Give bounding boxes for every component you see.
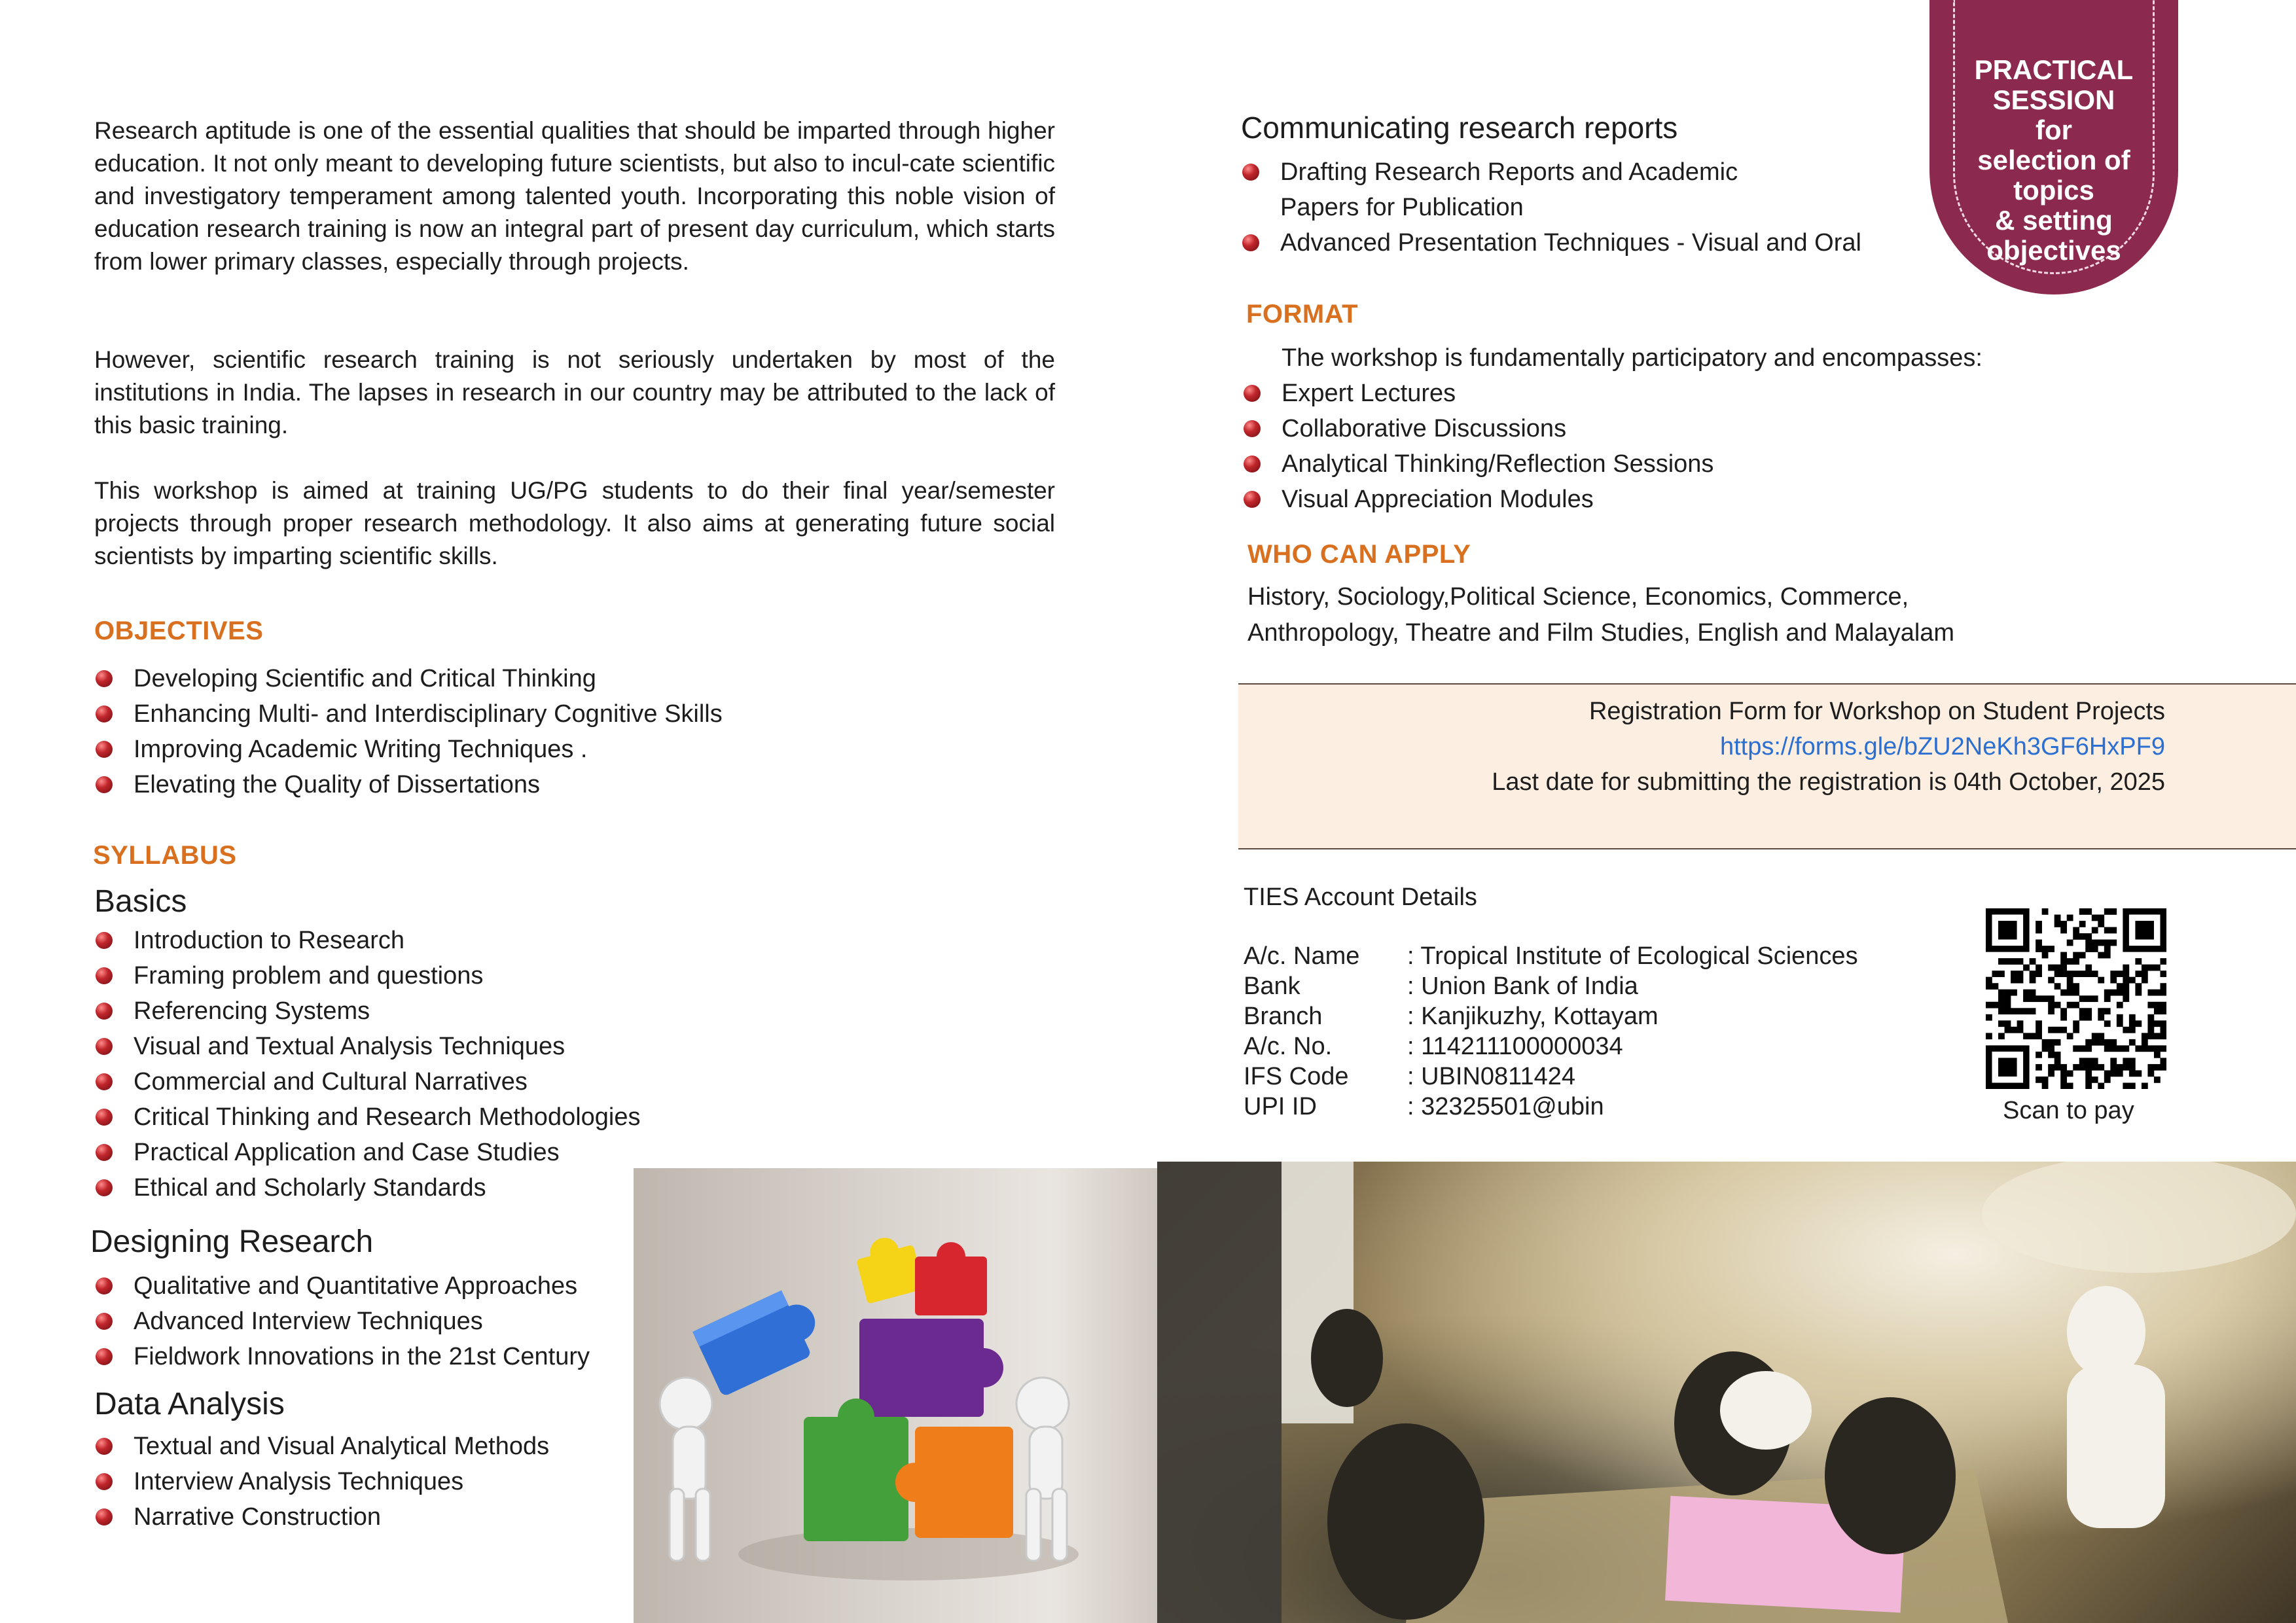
analysis-list: [94, 1429, 683, 1535]
qr-code[interactable]: [1986, 908, 2166, 1089]
fieldwork-scene: [1157, 1162, 2296, 1623]
list-item: Practical Application and Case Studies: [94, 1135, 945, 1170]
list-item: Critical Thinking and Research Methodologies: [94, 1099, 945, 1135]
bullet-icon: [1244, 455, 1261, 473]
puzzle-illustration: [634, 1168, 1157, 1623]
registration-deadline: Last date for submitting the registration is 04th October, 2025: [1492, 768, 2165, 796]
list-item: Introduction to Research: [94, 923, 945, 958]
format-heading: FORMAT: [1246, 300, 1359, 329]
bullet-icon: [96, 932, 113, 949]
objectives-list: [94, 661, 945, 802]
who-can-apply-line-1: History, Sociology,Political Science, Economics, Commerce,: [1247, 583, 1909, 611]
bullet-icon: [96, 1179, 113, 1196]
format-intro: The workshop is fundamentally participatory and encompasses:: [1282, 344, 1982, 372]
bullet-icon: [1244, 420, 1261, 437]
bullet-icon: [96, 1438, 113, 1455]
registration-link[interactable]: https://forms.gle/bZU2NeKh3GF6HxPF9: [1719, 733, 2165, 760]
bullet-icon: [96, 967, 113, 984]
list-item-continued: Papers for Publication: [1280, 194, 1524, 221]
bullet-icon: [96, 1508, 113, 1525]
list-item: Analytical Thinking/Reflection Sessions: [1242, 446, 2028, 482]
puzzle-people-illustration: [634, 1168, 1157, 1623]
bullet-icon: [1244, 491, 1261, 508]
qr-code-graphic: [1986, 908, 2166, 1089]
account-row: UPI ID : 32325501@ubin: [1244, 1093, 1604, 1120]
list-item: Drafting Research Reports and Academic: [1241, 154, 1961, 190]
list-item: Enhancing Multi- and Interdisciplinary Cognitive Skills: [94, 696, 945, 732]
bullet-icon: [96, 1038, 113, 1055]
list-item: Expert Lectures: [1242, 376, 2028, 411]
list-item: Narrative Construction: [94, 1499, 683, 1535]
who-can-apply-heading: WHO CAN APPLY: [1247, 540, 1471, 569]
registration-box: [1238, 683, 2296, 849]
list-item: Collaborative Discussions: [1242, 411, 2028, 446]
bullet-icon: [96, 1109, 113, 1126]
intro-paragraph-2: However, scientific research training is not seriously undertaken by most of the institutions in India. The lapses in research in our country may be attributed to the lack of this basic training.: [94, 346, 1055, 438]
list-item: Framing problem and questions: [94, 958, 945, 993]
list-item: Developing Scientific and Critical Thinking: [94, 661, 945, 696]
bullet-icon: [96, 705, 113, 722]
bullet-icon: [96, 776, 113, 793]
account-details: [1244, 941, 1964, 1122]
list-item: Textual and Visual Analytical Methods: [94, 1429, 683, 1464]
account-row: Branch : Kanjikuzhy, Kottayam: [1244, 1003, 1659, 1030]
bullet-icon: [96, 1144, 113, 1161]
list-item: Ethical and Scholarly Standards: [94, 1170, 945, 1205]
bullet-icon: [96, 1277, 113, 1294]
list-item: Commercial and Cultural Narratives: [94, 1064, 945, 1099]
list-item: Referencing Systems: [94, 993, 945, 1029]
list-item: Advanced Presentation Techniques - Visual and Oral: [1241, 225, 1961, 260]
list-item: Interview Analysis Techniques: [94, 1464, 683, 1499]
fieldwork-photo: [1157, 1162, 2296, 1623]
basics-title: Basics: [94, 884, 187, 919]
bullet-icon: [96, 741, 113, 758]
list-item: Visual Appreciation Modules: [1242, 482, 2028, 517]
communicating-list: [1241, 154, 1961, 260]
analysis-title: Data Analysis: [94, 1387, 285, 1421]
format-list: [1242, 376, 2028, 517]
list-item: Qualitative and Quantitative Approaches: [94, 1268, 683, 1304]
account-title: TIES Account Details: [1244, 883, 1477, 911]
bullet-icon: [96, 670, 113, 687]
bullet-icon: [96, 1003, 113, 1020]
designing-list: [94, 1268, 683, 1374]
intro-paragraph-1: Research aptitude is one of the essential qualities that should be imparted through higher education. It not only meant to developing future scientists, but also to incul-cate scientific and investigatory temperament among talented youth. Incorporating this noble vision of education research training is now an integral part of present day curriculum, which starts from lower primary classes, especially through projects.: [94, 117, 1055, 275]
list-item: Fieldwork Innovations in the 21st Century: [94, 1339, 683, 1374]
objectives-heading: OBJECTIVES: [94, 616, 264, 645]
list-item: Advanced Interview Techniques: [94, 1304, 683, 1339]
list-item: Elevating the Quality of Dissertations: [94, 767, 945, 802]
bullet-icon: [96, 1348, 113, 1365]
list-item: Improving Academic Writing Techniques .: [94, 732, 945, 767]
qr-caption: Scan to pay: [2003, 1097, 2134, 1124]
badge-text: PRACTICAL SESSION for selection of topics & setting objectives: [1974, 54, 2134, 266]
syllabus-heading: SYLLABUS: [93, 841, 237, 870]
basics-list: [94, 923, 945, 1205]
account-row: A/c. Name : Tropical Institute of Ecological Sciences: [1244, 942, 1858, 970]
list-item: Visual and Textual Analysis Techniques: [94, 1029, 945, 1064]
bullet-icon: [1242, 234, 1259, 251]
bullet-icon: [96, 1073, 113, 1090]
account-row: A/c. No. : 114211100000034: [1244, 1033, 1623, 1060]
account-row: IFS Code : UBIN0811424: [1244, 1063, 1576, 1090]
communicating-title: Communicating research reports: [1241, 111, 1678, 145]
bullet-icon: [96, 1473, 113, 1490]
practical-session-badge: [1929, 0, 2178, 294]
bullet-icon: [1242, 164, 1259, 181]
bullet-icon: [96, 1313, 113, 1330]
intro-paragraph-3: This workshop is aimed at training UG/PG students to do their final year/semester projects through proper research methodology. It also aims at generating future social scientists by imparting scientific skills.: [94, 477, 1055, 569]
designing-title: Designing Research: [90, 1224, 374, 1259]
who-can-apply-line-2: Anthropology, Theatre and Film Studies, English and Malayalam: [1247, 619, 1955, 647]
registration-title: Registration Form for Workshop on Student Projects: [1588, 698, 2165, 725]
bullet-icon: [1244, 385, 1261, 402]
account-row: Bank : Union Bank of India: [1244, 972, 1638, 1000]
